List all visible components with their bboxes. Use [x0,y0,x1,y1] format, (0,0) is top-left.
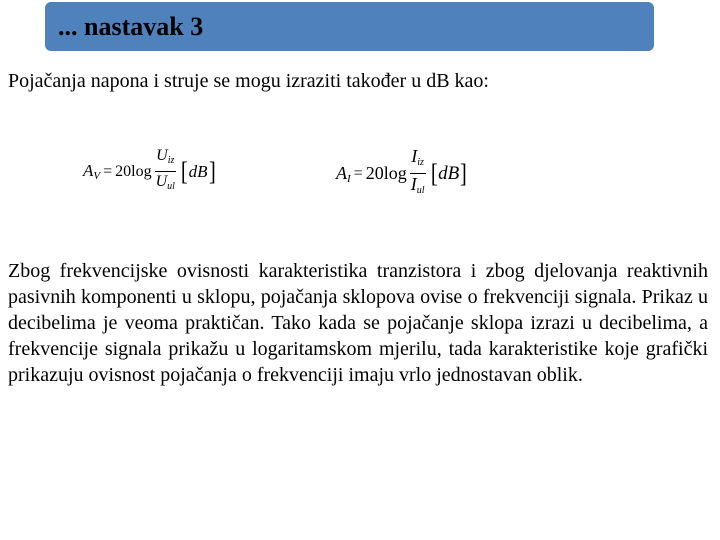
formula-fraction [155,146,176,197]
formula-lhs: $A_I$ [336,162,351,185]
fraction-numerator: $I_{iz}$ [411,146,424,168]
body-paragraph: Zbog frekvencijske ovisnosti karakteristika tranzistora i zbog djelovanja reaktivnih pasivnih komponenti u sklopu, pojačanja sklopova ovise o frekvenciji signala. Prikaz u decibelima je veoma praktičan. Tako kada se pojačanje sklopa izrazi u decibelima, a frekvencije signala prikažu u logaritamskom mjerilu, tada karakteristike koje grafički prikazuju ovisnost pojačanja o frekvenciji imaju vrlo jednostavan oblik. [8,260,708,386]
current-gain-formula [336,146,468,201]
voltage-gain-formula [83,146,216,197]
fraction-denominator: $I_{ul}$ [410,174,425,196]
formula-fraction [410,146,426,201]
equals-sign: = [103,162,113,180]
formula-coefficient: 20log [115,162,152,180]
formula-unit: [ dB ] [180,156,216,186]
fraction-denominator: $U_{ul}$ [155,173,175,192]
title-bar [45,2,654,51]
formula-lhs: $A_V$ [83,161,101,182]
formula-unit: [ dB ] [430,158,468,188]
equals-sign: = [353,164,363,182]
slide-title: ... nastavak 3 [58,11,204,41]
intro-text: Pojačanja napona i struje se mogu izraziti također u dB kao: [8,70,489,92]
fraction-numerator: $U_{iz}$ [156,147,175,166]
formula-coefficient: 20log [365,163,407,183]
